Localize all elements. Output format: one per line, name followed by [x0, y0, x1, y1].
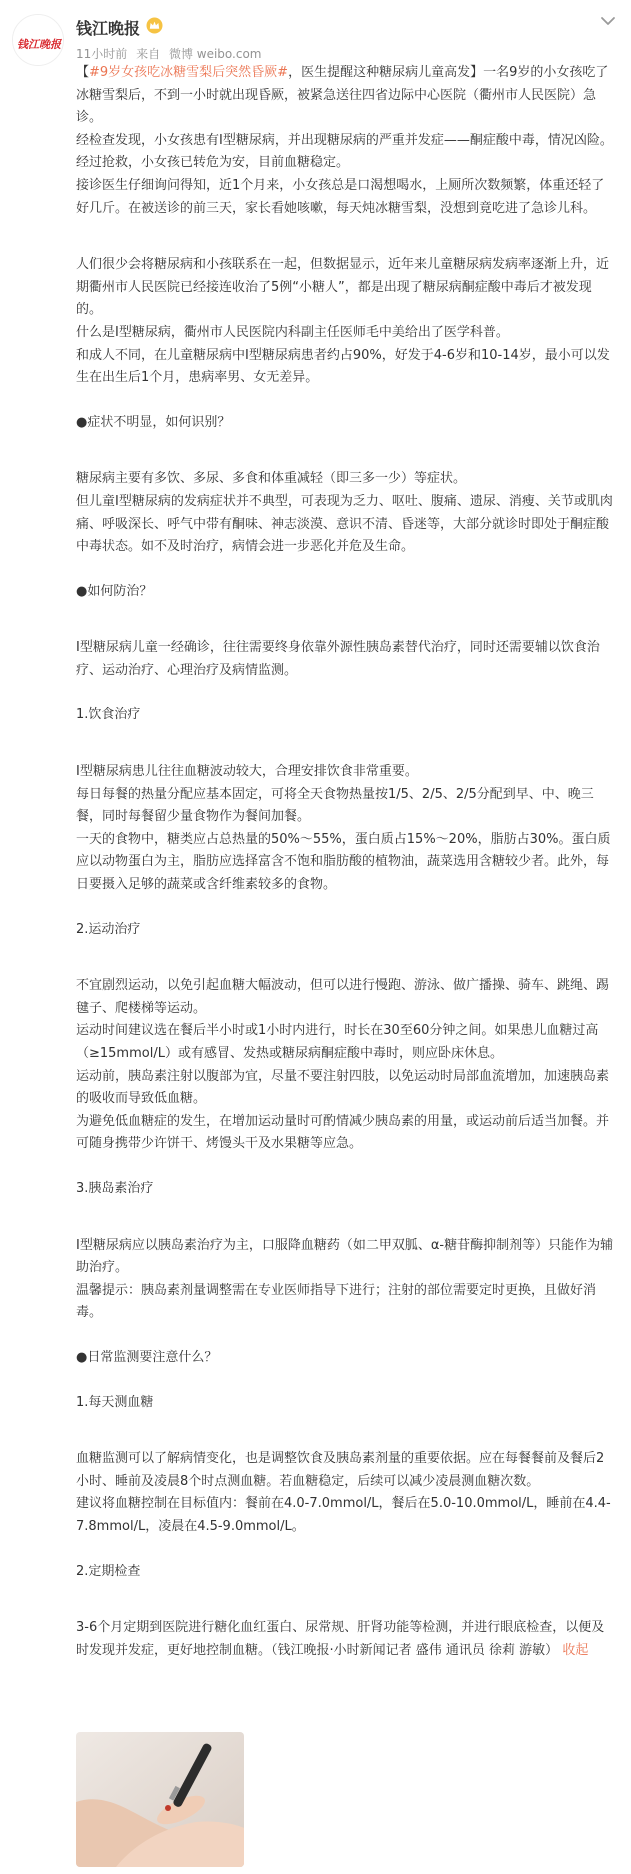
- lead-paragraph: 【#9岁女孩吃冰糖雪梨后突然昏厥#，医生提醒这种糖尿病儿童高发】一名9岁的小女孩吃了冰糖雪梨后，不到一小时就出现昏厥，被紧急送往四省边际中心医院（衢州市人民医院）急诊。: [76, 65, 609, 126]
- topic-link[interactable]: #9岁女孩吃冰糖雪梨后突然昏厥#: [89, 65, 289, 80]
- paragraph: 但儿童Ⅰ型糖尿病的发病症状并不典型，可表现为乏力、呕吐、腹痛、遗尿、消瘦、关节或肌肉痛、呼吸深长、呼气中带有酮味、神志淡漠、意识不清、昏迷等，大部分就诊时即处于酮症酸中毒状态。如不及时治疗，病情会进一步恶化并危及生命。: [76, 493, 613, 555]
- sub-heading: 1.每天测血糖: [76, 1394, 154, 1410]
- paragraph: 一天的食物中，糖类应占总热量的50%～55%，蛋白质占15%～20%，脂肪占30%。蛋白质应以动物蛋白为主，脂肪应选择富含不饱和脂肪酸的植物油，蔬菜选用含糖较少者。此外，每日要摄入足够的蔬菜或含纤维素较多的食物。: [76, 831, 611, 893]
- author-name[interactable]: 钱江晚报: [76, 19, 141, 38]
- paragraph: 为避免低血糖症的发生，在增加运动量时可酌情减少胰岛素的用量，或运动前后适当加餐。并可随身携带少许饼干、烤馒头干及水果糖等应急。: [76, 1113, 610, 1152]
- chevron-down-icon[interactable]: [598, 14, 618, 28]
- sub-heading: 2.运动治疗: [76, 921, 141, 937]
- sub-heading: 3.胰岛素治疗: [76, 1180, 154, 1196]
- sub-heading: 2.定期检查: [76, 1563, 141, 1579]
- paragraph: 什么是Ⅰ型糖尿病，衢州市人民医院内科副主任医师毛中美给出了医学科普。: [76, 324, 509, 340]
- paragraph: 运动前，胰岛素注射以腹部为宜，尽量不要注射四肢，以免运动时局部血流增加，加速胰岛素的吸收而导致低血糖。: [76, 1068, 610, 1107]
- section-heading: ●如何防治？: [76, 583, 153, 599]
- vip-crown-icon: [146, 17, 163, 34]
- paragraph: Ⅰ型糖尿病患儿往往血糖波动较大，合理安排饮食非常重要。: [76, 764, 418, 780]
- paragraph: 接诊医生仔细询问得知，近1个月来，小女孩总是口渴想喝水，上厕所次数频繁，体重还轻了好几斤。在被送诊的前三天，家长看她咳嗽，每天炖冰糖雪梨，没想到竟吃进了急诊儿科。: [76, 177, 605, 216]
- source-prefix: 来自: [136, 47, 161, 61]
- paragraph: 和成人不同，在儿童糖尿病中Ⅰ型糖尿病患者约占90%，好发于4-6岁和10-14岁，最小可以发生在出生后1个月，患病率男、女无差异。: [76, 347, 610, 386]
- paragraph: 每日每餐的热量分配应基本固定，可将全天食物热量按1/5、2/5、2/5分配到早、中、晚三餐，同时每餐留少量食物作为餐间加餐。: [76, 786, 594, 825]
- post-body: [76, 62, 616, 1662]
- paragraph: 建议将血糖控制在目标值内：餐前在4.0-7.0mmol/L，餐后在5.0-10.0mmol/L，睡前在4.4-7.8mmol/L，凌晨在4.5-9.0mmol/L。: [76, 1496, 611, 1534]
- section-heading: ●日常监测要注意什么？: [76, 1349, 218, 1365]
- paragraph: 经检查发现，小女孩患有Ⅰ型糖尿病，并出现糖尿病的严重并发症——酮症酸中毒，情况凶险。经过抢救，小女孩已转危为安，目前血糖稳定。: [76, 132, 613, 171]
- post-meta: [76, 45, 267, 62]
- sub-heading: 1.饮食治疗: [76, 707, 141, 723]
- lead-text: ，医生提醒这种糖尿病儿童高发】一名9岁的小女孩吃了冰糖雪梨后，不到一小时就出现昏厥，被紧急送往四省边际中心医院（衢州市人民医院）急诊。: [76, 65, 609, 126]
- post-source[interactable]: 微博 weibo.com: [168, 47, 262, 61]
- section-heading: ●症状不明显，如何识别？: [76, 414, 231, 430]
- paragraph: 运动时间建议选在餐后半小时或1小时内进行，时长在30至60分钟之间。如果患儿血糖过高（≥15mmol/L）或有感冒、发热或糖尿病酮症酸中毒时，则应卧床休息。: [76, 1023, 599, 1061]
- paragraph: 血糖监测可以了解病情变化，也是调整饮食及胰岛素剂量的重要依据。应在每餐餐前及餐后2小时、睡前及凌晨8个时点测血糖。若血糖稳定，后续可以减少凌晨测血糖次数。: [76, 1451, 605, 1489]
- collapse-link[interactable]: 收起: [562, 1642, 589, 1658]
- avatar[interactable]: [12, 14, 64, 66]
- paragraph: Ⅰ型糖尿病儿童一经确诊，往往需要终身依靠外源性胰岛素替代治疗，同时还需要辅以饮食治疗、运动治疗、心理治疗及病情监测。: [76, 640, 600, 678]
- post-time[interactable]: 11小时前: [76, 47, 128, 61]
- post-photo[interactable]: [76, 1732, 244, 1867]
- paragraph: Ⅰ型糖尿病应以胰岛素治疗为主，口服降血糖药（如二甲双胍、α-糖苷酶抑制剂等）只能作为辅助治疗。: [76, 1237, 614, 1276]
- post-photo-image: [76, 1732, 244, 1867]
- paragraph: 温馨提示：胰岛素剂量调整需在专业医师指导下进行；注射的部位需要定时更换，且做好消毒。: [76, 1282, 597, 1321]
- paragraph: 不宜剧烈运动，以免引起血糖大幅波动，但可以进行慢跑、游泳、做广播操、骑车、跳绳、踢毽子、爬楼梯等运动。: [76, 978, 610, 1016]
- closing-paragraph: [76, 1617, 616, 1662]
- paragraph: 人们很少会将糖尿病和小孩联系在一起，但数据显示，近年来儿童糖尿病发病率逐渐上升，近期衢州市人民医院已经接连收治了5例“小糖人”，都是出现了糖尿病酮症酸中毒后才被发现的。: [76, 257, 610, 318]
- post-header: [0, 0, 631, 64]
- paragraph: 糖尿病主要有多饮、多尿、多食和体重减轻（即三多一少）等症状。: [76, 471, 467, 487]
- avatar-logo-text: 钱江晚报: [17, 38, 61, 51]
- closing-text: 3-6个月定期到医院进行糖化血红蛋白、尿常规、肝肾功能等检测，并进行眼底检查，以便及时发现并发症，更好地控制血糖。（钱江晚报·小时新闻记者 盛伟 通讯员 徐莉 游敏）: [76, 1620, 605, 1658]
